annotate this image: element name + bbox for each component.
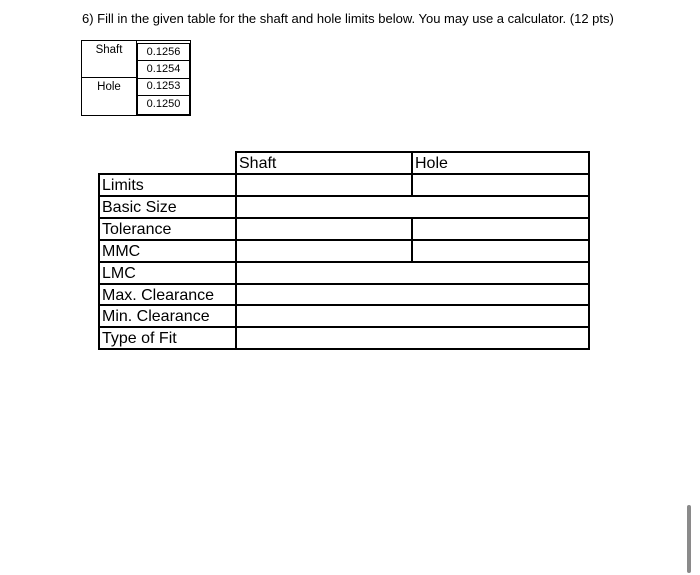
row-label-max-clearance: Max. Clearance [102, 287, 215, 304]
answer-cell-max-clearance[interactable] [237, 285, 588, 304]
shaft-upper-limit: 0.1256 [137, 43, 190, 61]
row-label-type-of-fit: Type of Fit [102, 330, 177, 347]
answer-cell-type-of-fit[interactable] [237, 328, 588, 348]
question-text: 6) Fill in the given table for the shaft and hole limits below. You may use a calculator. (12 pts) [82, 11, 614, 26]
hole-lower-limit: 0.1250 [137, 96, 190, 115]
limits-table-row-divider [82, 77, 136, 78]
shaft-lower-limit: 0.1254 [137, 61, 190, 79]
column-header-shaft: Shaft [239, 155, 277, 172]
answer-cell-basic-size[interactable] [237, 197, 588, 217]
row-label-basic-size: Basic Size [102, 199, 177, 216]
grid-line [98, 348, 590, 350]
grid-line [98, 173, 100, 350]
row-label-limits: Limits [102, 177, 144, 194]
answer-cell-mmc-shaft[interactable] [237, 241, 411, 261]
limits-table [81, 40, 191, 116]
hole-label: Hole [97, 81, 121, 93]
row-label-lmc: LMC [102, 265, 136, 282]
scrollbar-thumb[interactable] [687, 505, 691, 573]
answer-cell-limits-hole[interactable] [413, 175, 588, 195]
grid-line [588, 151, 590, 350]
shaft-label: Shaft [95, 44, 123, 56]
row-label-tolerance: Tolerance [102, 221, 172, 238]
answer-cell-min-clearance[interactable] [237, 306, 588, 326]
answer-table [98, 151, 590, 350]
column-header-hole: Hole [415, 155, 448, 172]
answer-cell-lmc-shaft[interactable] [237, 263, 411, 283]
answer-cell-limits-shaft[interactable] [237, 175, 411, 195]
hole-upper-limit: 0.1253 [137, 79, 190, 96]
answer-cell-lmc-hole[interactable] [413, 263, 588, 283]
answer-cell-tolerance-hole[interactable] [413, 219, 588, 239]
answer-cell-mmc-hole[interactable] [413, 241, 588, 261]
row-label-min-clearance: Min. Clearance [102, 308, 210, 325]
row-label-mmc: MMC [102, 243, 141, 260]
answer-cell-tolerance-shaft[interactable] [237, 219, 411, 239]
